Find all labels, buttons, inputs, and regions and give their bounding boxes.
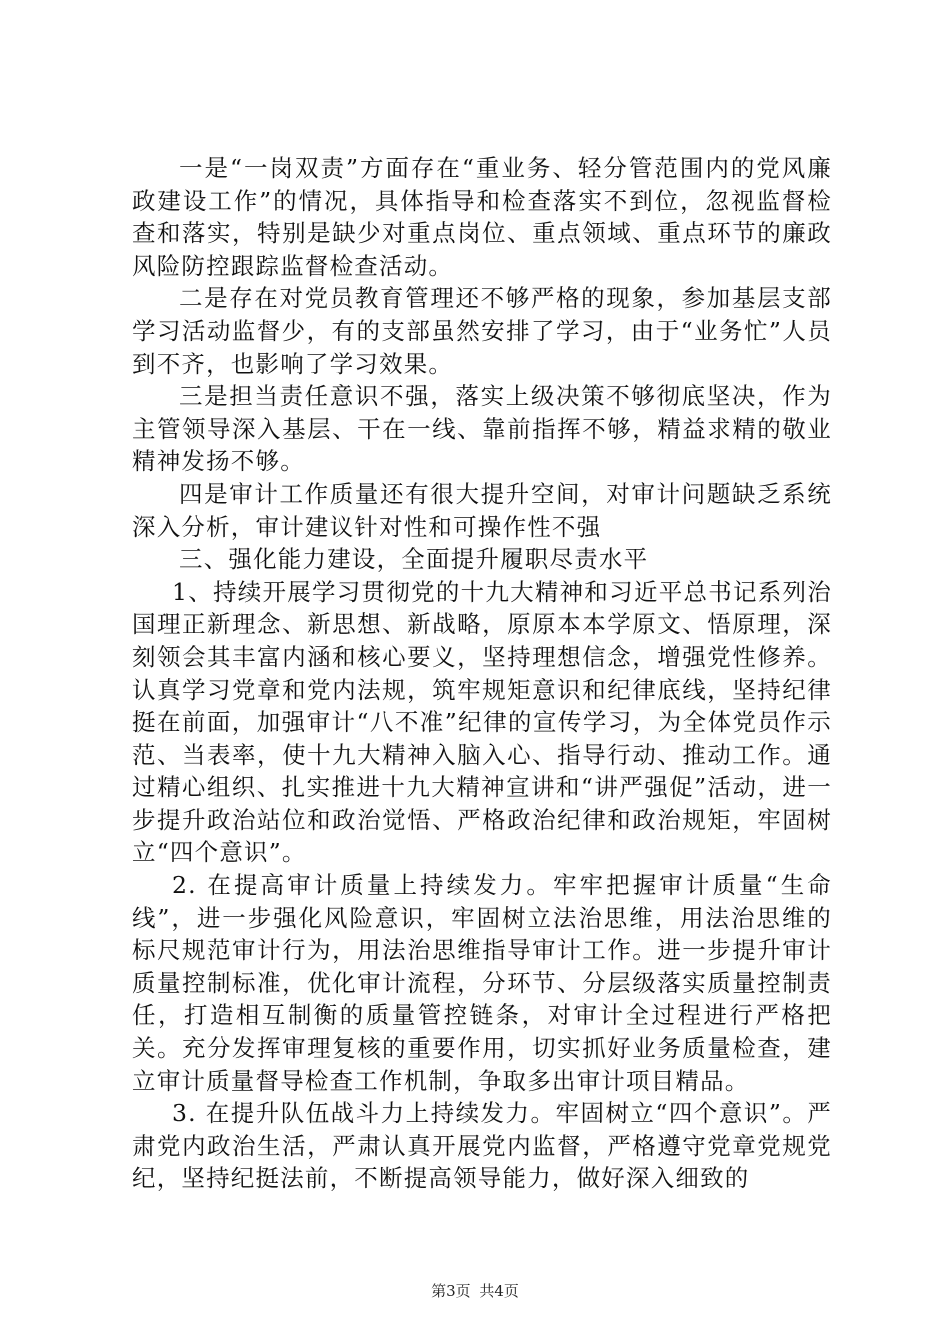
- paragraph-responsibility: 一是“一岗双责”方面存在“重业务、轻分管范围内的党风廉政建设工作”的情况，具体指导和检查落实不到位，忽视监督检查和落实，特别是缺少对重点岗位、重点领域、重点环节的廉政风险防控跟踪监督检查活动。: [132, 154, 832, 280]
- paragraph-item-1: 1、持续开展学习贯彻党的十九大精神和习近平总书记系列治国理正新理念、新思想、新战略，原原本本学原文、悟原理，深刻领会其丰富内涵和核心要义，坚持理想信念，增强党性修养。认真学习党章和党内法规，筑牢规矩意识和纪律底线，坚持纪律挺在前面，加强审计“八不准”纪律的宣传学习，为全体党员作示范、当表率，使十九大精神入脑入心、指导行动、推动工作。通过精心组织、扎实推进十九大精神宣讲和“讲严强促”活动，进一步提升政治站位和政治觉悟、严格政治纪律和政治规矩，牢固树立“四个意识”。: [132, 577, 832, 867]
- paragraph-item-3: 3. 在提升队伍战斗力上持续发力。牢固树立“四个意识”。严肃党内政治生活，严肃认真开展党内监督，严格遵守党章党规党纪，坚持纪挺法前，不断提高领导能力，做好深入细致的: [132, 1099, 832, 1193]
- paragraph-education: 二是存在对党员教育管理还不够严格的现象，参加基层支部学习活动监督少，有的支部虽然安排了学习，由于“业务忙”人员到不齐，也影响了学习效果。: [132, 284, 832, 378]
- paragraph-accountability: 三是担当责任意识不强，落实上级决策不够彻底坚决，作为主管领导深入基层、干在一线、靠前指挥不够，精益求精的敬业精神发扬不够。: [132, 382, 832, 476]
- paragraph-audit-quality: 四是审计工作质量还有很大提升空间，对审计问题缺乏系统深入分析，审计建议针对性和可操作性不强: [132, 479, 832, 541]
- document-body: [132, 152, 832, 1195]
- section-heading: 三、强化能力建设，全面提升履职尽责水平: [179, 545, 649, 574]
- paragraph-item-2: 2. 在提高审计质量上持续发力。牢牢把握审计质量“生命线”，进一步强化风险意识，牢固树立法治思维，用法治思维的标尺规范审计行为，用法治思维指导审计工作。进一步提升审计质量控制标准，优化审计流程，分环节、分层级落实质量控制责任，打造相互制衡的质量管控链条，对审计全过程进行严格把关。充分发挥审理复核的重要作用，切实抓好业务质量检查，建立审计质量督导检查工作机制，争取多出审计项目精品。: [132, 871, 832, 1095]
- page-footer: [0, 1280, 950, 1301]
- page-total: 共4页: [479, 1282, 519, 1300]
- page-number: 第3页: [431, 1282, 471, 1300]
